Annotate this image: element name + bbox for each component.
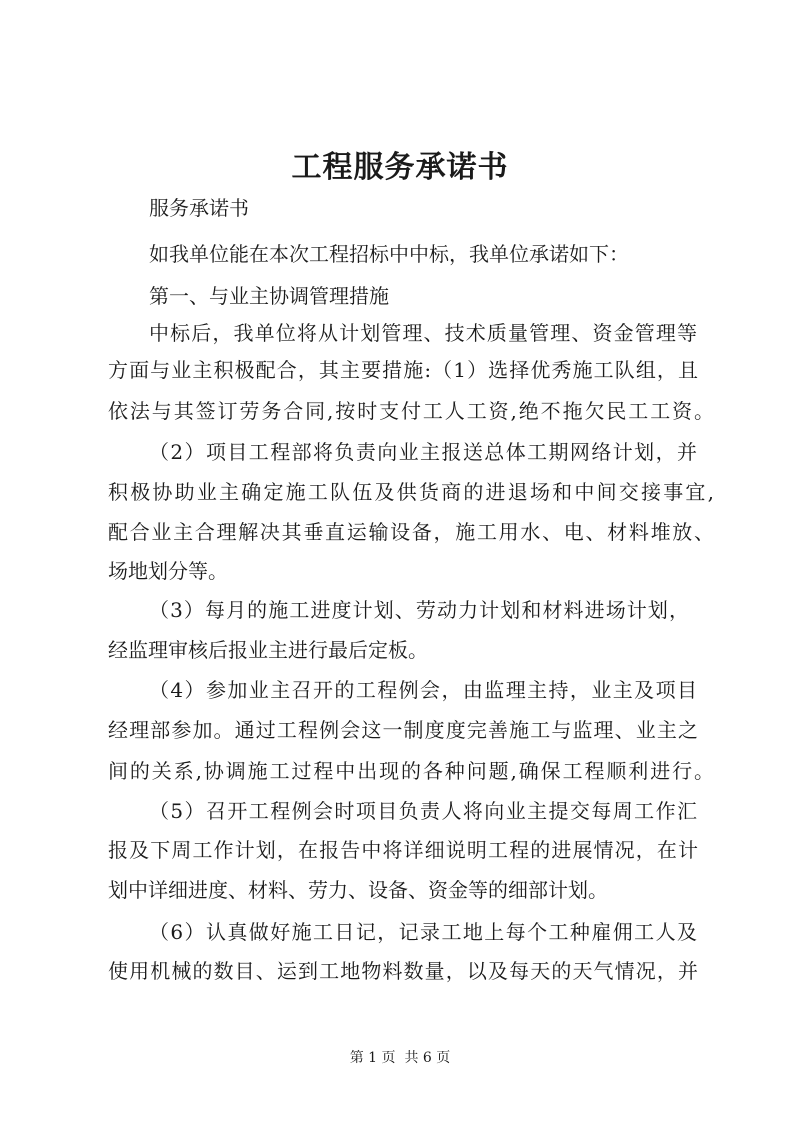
body-line: 依法与其签订劳务合同,按时支付工人工资,绝不拖欠民工工资。 [108, 399, 714, 423]
body-line: 报及下周工作计划，在报告中将详细说明工程的进展情况，在计 [108, 838, 698, 862]
body-line: 配合业主合理解决其垂直运输设备，施工用水、电、材料堆放、 [108, 520, 714, 544]
body-line: （2）项目工程部将负责向业主报送总体工期网络计划，并 [149, 440, 697, 464]
page-number-footer: 第 1 页 共 6 页 [349, 1050, 451, 1066]
body-line: 方面与业主积极配合，其主要措施:（1）选择优秀施工队组，且 [108, 358, 698, 382]
body-line: 经监理审核后报业主进行最后定板。 [108, 638, 428, 662]
body-line: 经理部参加。通过工程例会这一制度度完善施工与监理、业主之 [108, 718, 698, 742]
body-line: 积极协助业主确定施工队伍及供货商的进退场和中间交接事宜, [108, 480, 714, 504]
body-line: 如我单位能在本次工程招标中中标，我单位承诺如下： [149, 242, 629, 266]
body-line: 间的关系,协调施工过程中出现的各种问题,确保工程顺利进行。 [108, 759, 714, 783]
document-title: 工程服务承诺书 [291, 150, 509, 185]
body-line: （3）每月的施工进度计划、劳动力计划和材料进场计划， [149, 598, 689, 622]
body-line: 场地划分等。 [108, 559, 228, 583]
body-line: （6）认真做好施工日记，记录工地上每个工种雇佣工人及 [149, 920, 697, 944]
body-line: （5）召开工程例会时项目负责人将向业主提交每周工作汇 [149, 799, 697, 823]
body-line: （4）参加业主召开的工程例会，由监理主持，业主及项目 [149, 678, 697, 702]
body-line: 使用机械的数目、运到工地物料数量，以及每天的天气情况，并 [108, 959, 698, 983]
body-line: 划中详细进度、材料、劳力、设备、资金等的细部计划。 [108, 878, 608, 902]
body-line: 服务承诺书 [149, 196, 249, 220]
body-line: 中标后，我单位将从计划管理、技术质量管理、资金管理等 [149, 321, 697, 345]
body-line: 第一、与业主协调管理措施 [149, 284, 389, 308]
